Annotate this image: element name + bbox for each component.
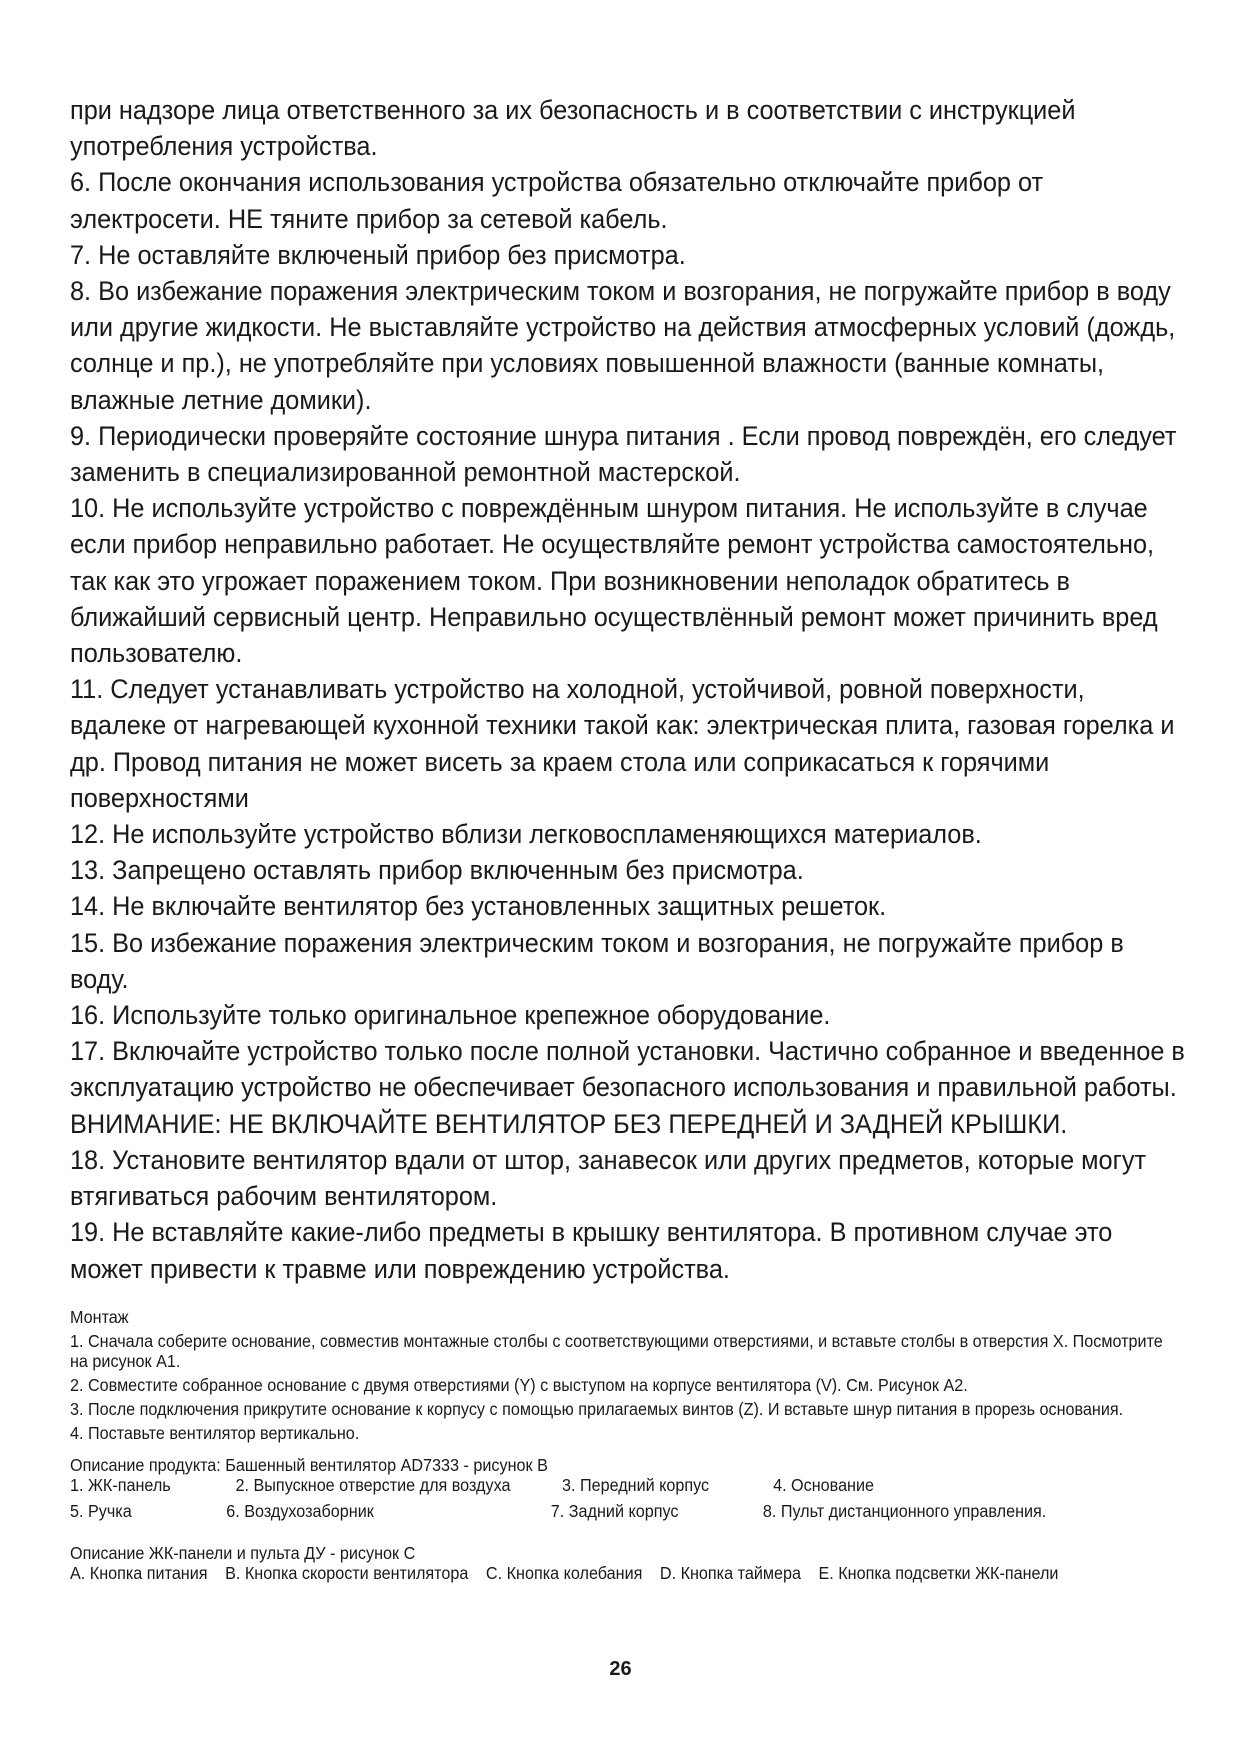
part-item: 6. Воздухозаборник [226,1500,374,1521]
part-item: 3. Передний корпус [561,1474,710,1495]
part-item: 2. Выпускное отверстие для воздуха [235,1474,511,1495]
lcd-buttons-row [70,1563,1185,1583]
paragraph: 16. Используйте только оригинальное крепежное оборудование. [70,999,831,1031]
part-item: 4. Основание [773,1474,875,1495]
part-item: 7. Задний корпус [550,1500,679,1521]
lcd-button-item: E. Кнопка подсветки ЖК-панели [818,1562,1059,1583]
assembly-title: Монтаж [70,1306,129,1327]
paragraph: 13. Запрещено оставлять прибор включенным без присмотра. [70,854,804,886]
lcd-title: Описание ЖК-панели и пульта ДУ - рисунок C [70,1542,416,1563]
safety-instructions [70,92,1185,1287]
page-content [70,92,1185,1583]
paragraph: 6. После окончания использования устройства обязательно отключайте прибор от электросети. НЕ тяните прибор за сетевой кабель. [70,166,1044,234]
paragraph: 12. Не используйте устройство вблизи легковоспламеняющихся материалов. [70,818,982,850]
paragraph: 18. Установите вентилятор вдали от штор, занавесок или других предметов, которые могут втягиваться рабочим вентилятором. [70,1143,1147,1212]
paragraph: 14. Не включайте вентилятор без установленных защитных решеток. [70,890,887,922]
assembly-step: 4. Поставьте вентилятор вертикально. [70,1422,360,1443]
part-item: 8. Пульт дистанционного управления. [762,1500,1047,1521]
paragraph: 19. Не вставляйте какие-либо предметы в крышку вентилятора. В противном случае это может привести к травме или повреждению устройства. [70,1216,1113,1284]
paragraph: 11. Следует устанавливать устройство на холодной, устойчивой, ровной поверхности, вдалеке от нагревающей кухонной техники такой как: электрическая плита, газовая горелка и др. Провод питания не может висеть за краем стола или соприкасаться к горячими поверхностями [70,673,1175,813]
product-parts-row-2 [70,1501,1185,1527]
lcd-button-item: C. Кнопка колебания [485,1562,643,1583]
product-parts-row-1 [70,1475,1185,1501]
assembly-step: 1. Сначала соберите основание, совместив монтажные столбы с соответствующими отверстиями, и вставьте столбы в отверстия X. Посмотрите на рисунок A1. [70,1330,1163,1371]
assembly-step: 3. После подключения прикрутите основание к корпусу с помощью прилагаемых винтов (Z). И вставьте шнур питания в прорезь основания. [70,1398,1124,1419]
assembly-section [70,1307,1185,1443]
paragraph: 9. Периодически проверяйте состояние шнура питания . Если провод повреждён, его следует заменить в специализированной ремонтной мастерской. [70,419,1177,488]
lcd-description [70,1543,1185,1583]
paragraph: 7. Не оставляйте включеный прибор без присмотра. [70,238,686,270]
paragraph: 17. Включайте устройство только после полной установки. Частично собранное и введенное в эксплуатацию устройство не обеспечивает безопасного использования и правильной работы. [70,1035,1185,1103]
part-item: 1. ЖК-панель [70,1474,171,1495]
product-title: Описание продукта: Башенный вентилятор AD7333 - рисунок B [70,1454,548,1475]
warning-heading: ВНИМАНИЕ: НЕ ВКЛЮЧАЙТЕ ВЕНТИЛЯТОР БЕЗ ПЕРЕДНЕЙ И ЗАДНЕЙ КРЫШКИ. [70,1107,1068,1139]
page-number: 26 [609,1658,632,1680]
lcd-button-item: A. Кнопка питания [70,1562,208,1583]
product-description [70,1455,1185,1527]
paragraph: 8. Во избежание поражения электрическим током и возгорания, не погружайте прибор в воду или другие жидкости. Не выставляйте устройство на действия атмосферных условий (дождь, солнце и пр.), не употребляйте при условиях повышенной влажности (ванные комнаты, влажные летние домики). [70,275,1176,415]
part-item: 5. Ручка [70,1500,132,1521]
paragraph: при надзоре лица ответственного за их безопасность и в соответствии с инструкцией употребления устройства. [70,94,1076,162]
lcd-button-item: B. Кнопка скорости вентилятора [225,1562,469,1583]
paragraph: 15. Во избежание поражения электрическим током и возгорания, не погружайте прибор в воду. [70,926,1124,994]
paragraph: 10. Не используйте устройство с повреждённым шнуром питания. Не используйте в случае если прибор неправильно работает. Не осуществляйте ремонт устройства самостоятельно, так как это угрожает поражением током. При возникновении неполадок обратитесь в ближайший сервисный центр. Неправильно осуществлённый ремонт может причинить вред пользователю. [70,492,1158,669]
assembly-step: 2. Совместите собранное основание с двумя отверстиями (Y) с выступом на корпусе вентилятора (V). См. Рисунок A2. [70,1374,968,1395]
lcd-button-item: D. Кнопка таймера [659,1562,801,1583]
